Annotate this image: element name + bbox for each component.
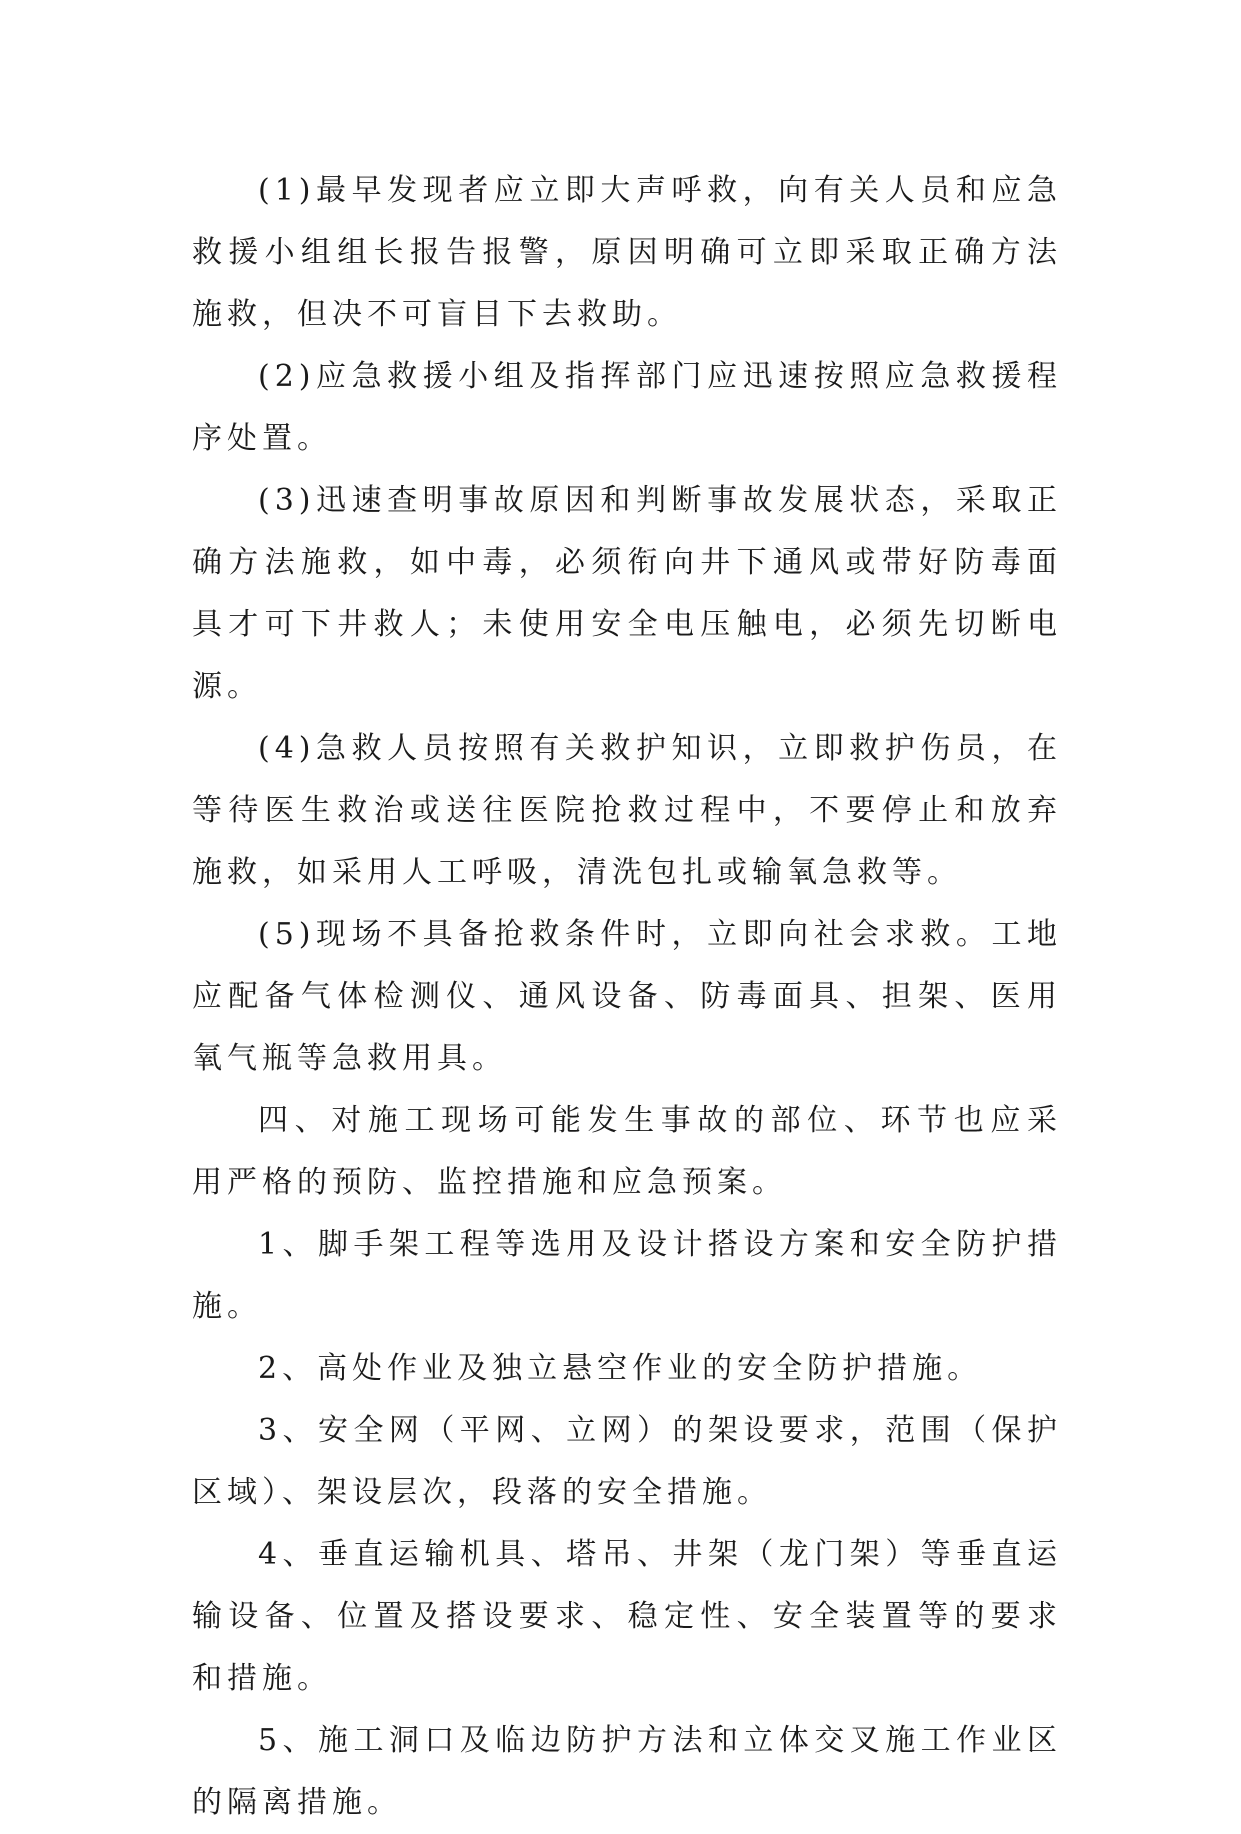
paragraph-step-3: (3)迅速查明事故原因和判断事故发展状态，采取正确方法施救，如中毒，必须衔向井下通风或带好防毒面具才可下井救人；未使用安全电压触电，必须先切断电源。 bbox=[192, 483, 1062, 704]
list-item-5: 5、施工洞口及临边防护方法和立体交叉施工作业区的隔离措施。 bbox=[192, 1723, 1062, 1820]
list-item-1: 1、脚手架工程等选用及设计搭设方案和安全防护措施。 bbox=[192, 1227, 1062, 1324]
section-heading-four: 四、对施工现场可能发生事故的部位、环节也应采用严格的预防、监控措施和应急预案。 bbox=[192, 1103, 1062, 1200]
paragraph-step-5: (5)现场不具备抢救条件时，立即向社会求救。工地应配备气体检测仪、通风设备、防毒面具、担架、医用氧气瓶等急救用具。 bbox=[192, 917, 1062, 1076]
paragraph-step-2: (2)应急救援小组及指挥部门应迅速按照应急救援程序处置。 bbox=[192, 359, 1062, 456]
paragraph-step-4: (4)急救人员按照有关救护知识，立即救护伤员，在等待医生救治或送往医院抢救过程中，不要停止和放弃施救，如采用人工呼吸，清洗包扎或输氧急救等。 bbox=[192, 731, 1062, 890]
paragraph-step-1: (1)最早发现者应立即大声呼救，向有关人员和应急救援小组组长报告报警，原因明确可立即采取正确方法施救，但决不可盲目下去救助。 bbox=[192, 173, 1062, 332]
document-body bbox=[192, 160, 1062, 1834]
list-item-3: 3、安全网（平网、立网）的架设要求，范围（保护区域）、架设层次，段落的安全措施。 bbox=[192, 1413, 1062, 1510]
list-item-2: 2、高处作业及独立悬空作业的安全防护措施。 bbox=[258, 1351, 983, 1386]
list-item-4: 4、垂直运输机具、塔吊、井架（龙门架）等垂直运输设备、位置及搭设要求、稳定性、安全装置等的要求和措施。 bbox=[192, 1537, 1062, 1696]
